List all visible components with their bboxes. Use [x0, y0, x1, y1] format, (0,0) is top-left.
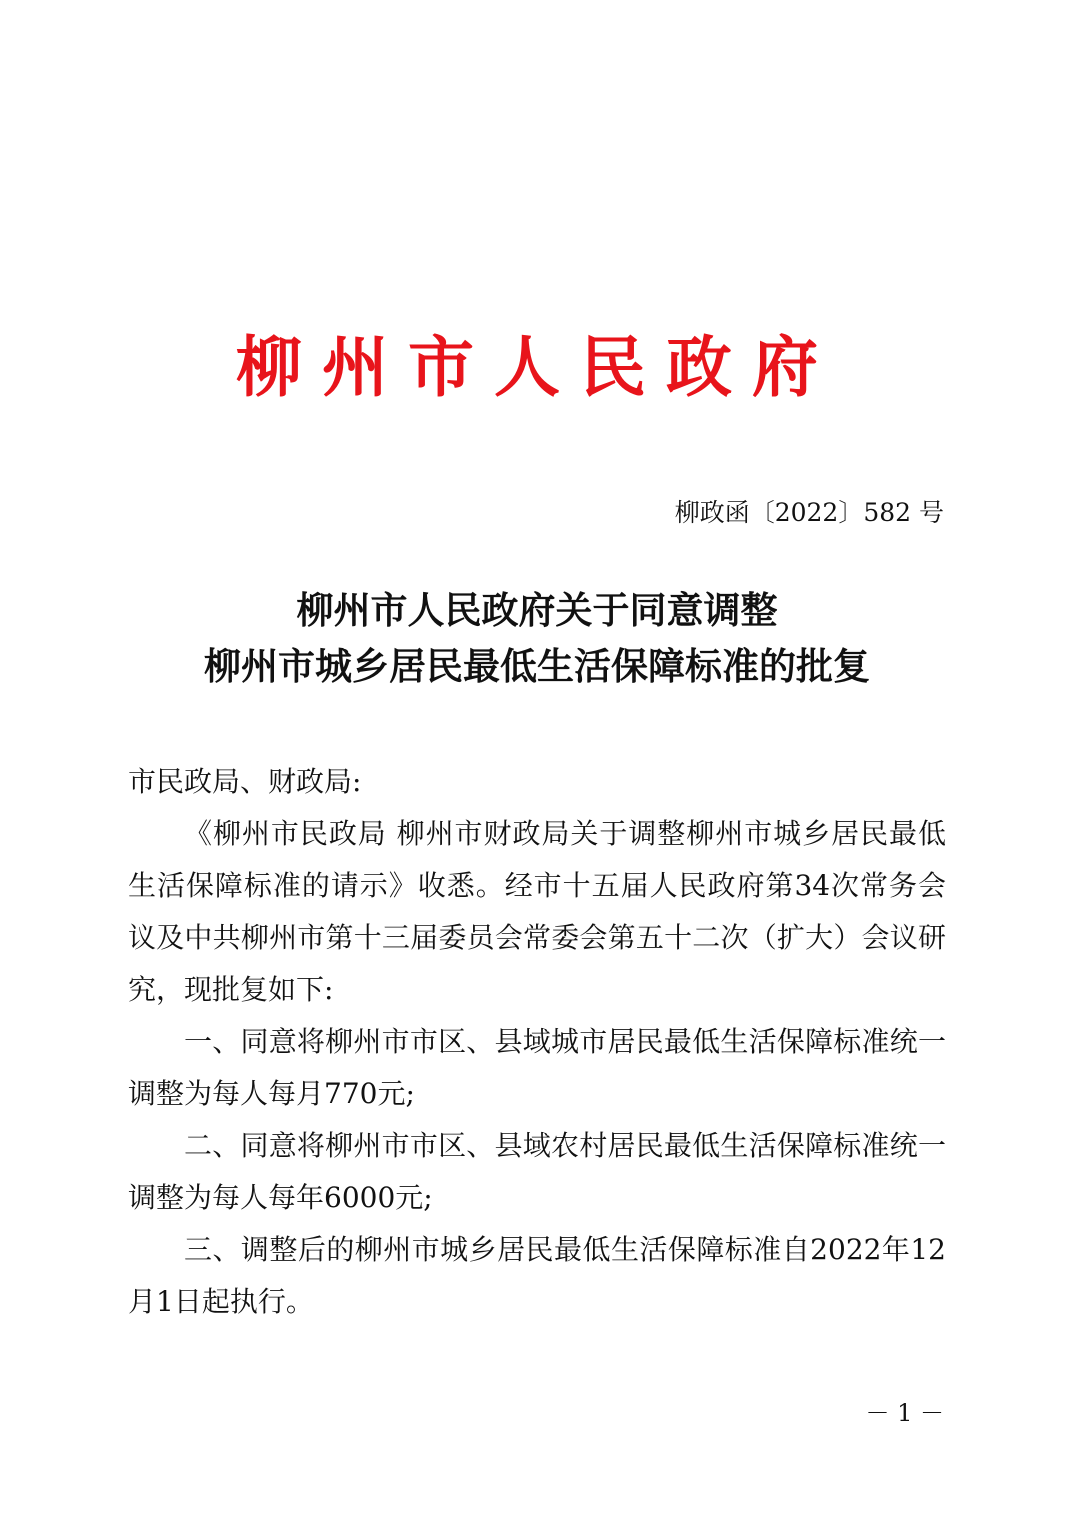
document-title-line-2: 柳州市城乡居民最低生活保障标准的批复	[204, 644, 870, 688]
salutation: 市民政局、财政局:	[128, 765, 362, 798]
body-paragraph-item-2: 二、同意将柳州市市区、县域农村居民最低生活保障标准统一调整为每人每年6000元;	[128, 1129, 946, 1214]
body-paragraph-intro: 《柳州市民政局 柳州市财政局关于调整柳州市城乡居民最低生活保障标准的请示》收悉。经市十五届人民政府第34次常务会议及中共柳州市第十三届委员会常委会第五十二次（扩大）会议研究，现批复如下:	[128, 817, 946, 1006]
body-paragraph-item-3: 三、调整后的柳州市城乡居民最低生活保障标准自2022年12月1日起执行。	[128, 1233, 946, 1318]
document-title	[0, 582, 1074, 694]
document-number: 柳政函〔2022〕582 号	[674, 498, 944, 527]
body-paragraph-item-1: 一、同意将柳州市市区、县域城市居民最低生活保障标准统一调整为每人每月770元;	[128, 1025, 946, 1110]
page-number: － 1 －	[865, 1399, 944, 1427]
document-body	[128, 756, 946, 1328]
document-title-line-1: 柳州市人民政府关于同意调整	[296, 588, 778, 632]
masthead-title: 柳州市人民政府	[236, 328, 838, 406]
